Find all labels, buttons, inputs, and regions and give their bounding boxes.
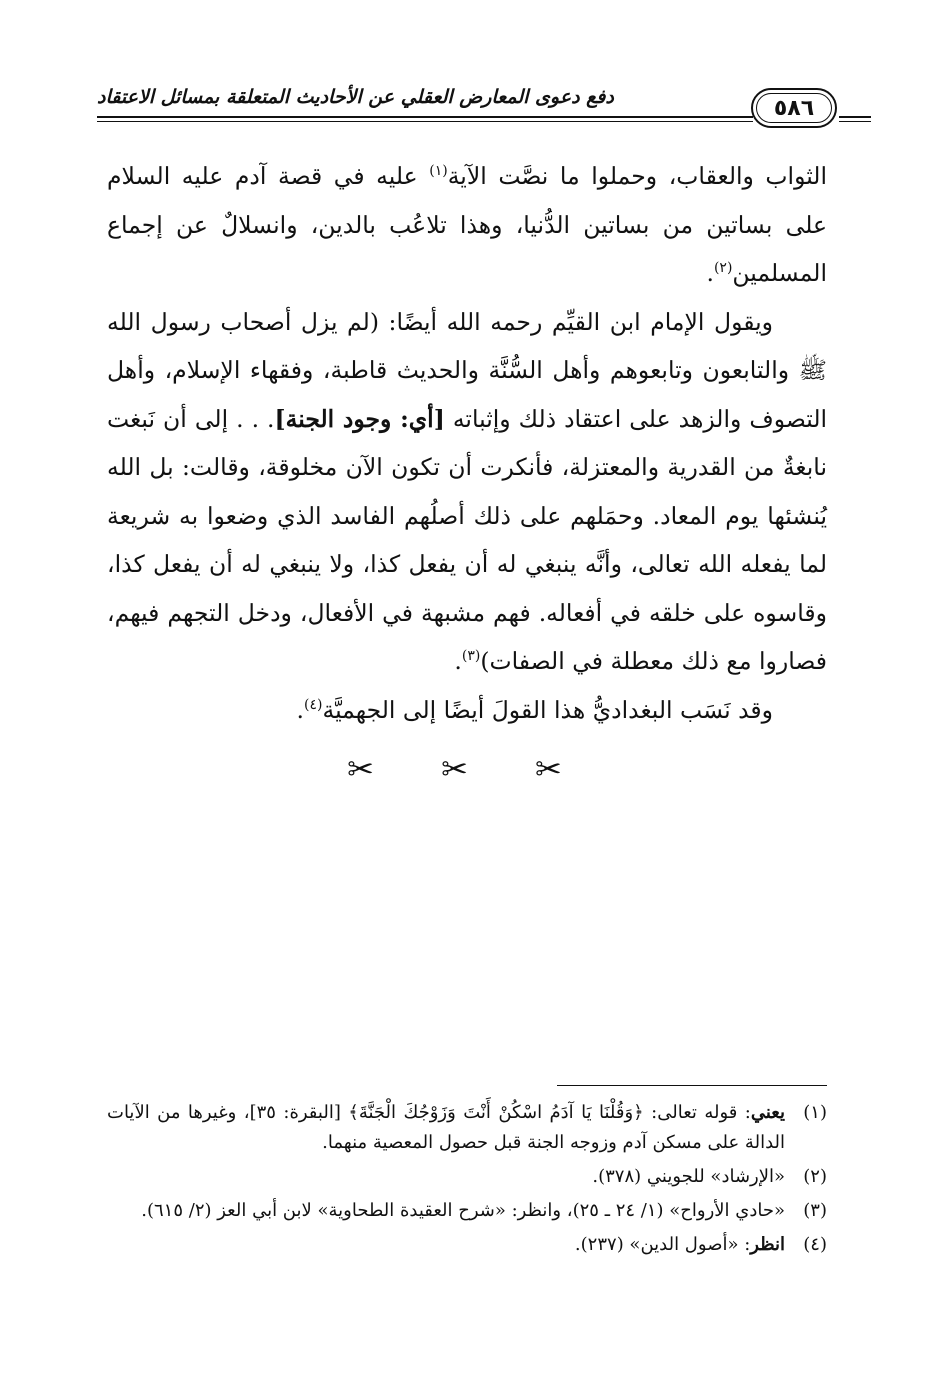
footnote-1 — [107, 1098, 827, 1158]
header-rule-right — [839, 116, 871, 118]
paragraph-1-text-a: الثواب والعقاب، وحملوا ما نصَّت الآية — [447, 162, 827, 190]
footnote-body: : «أصول الدين» (٢٣٧). — [574, 1234, 751, 1255]
paragraph-1-end: . — [706, 259, 714, 287]
page-number-frame — [751, 88, 837, 128]
footnote-body: : قوله تعالى: ﴿وَقُلْنَا يَا آدَمُ اسْكُنْ أَنْتَ وَزَوْجُكَ الْجَنَّةَ﴾ [البقرة: ٣٥]، وغيرها من الآيات الدالة على مسكن آدم وزوجه الجنة قبل حصول المعصية منهما. — [107, 1102, 785, 1153]
running-header — [77, 86, 867, 136]
paragraph-2 — [107, 298, 827, 686]
main-text — [107, 152, 827, 734]
footnote-ref-1[interactable]: (١) — [429, 163, 448, 180]
page-number: ٥٨٦ — [773, 95, 815, 121]
footnote-number: (٤) — [803, 1234, 827, 1255]
footnote-text — [107, 1230, 785, 1260]
footnote-rule — [557, 1085, 827, 1086]
footnote-ref-2[interactable]: (٢) — [713, 260, 733, 277]
footnote-4 — [107, 1230, 827, 1260]
footnote-lead: يعني — [750, 1102, 785, 1123]
footnote-number: (١) — [803, 1102, 827, 1123]
footnote-text — [107, 1196, 785, 1226]
footnote-2 — [107, 1162, 827, 1192]
paragraph-3 — [107, 686, 827, 735]
running-title: دفع دعوى المعارض العقلي عن الأحاديث المتعلقة بمسائل الاعتقاد — [97, 86, 614, 108]
footnote-ref-3[interactable]: (٣) — [461, 648, 481, 665]
section-ornament: ✂ ✂ ✂ — [347, 750, 590, 788]
paragraph-2-end: . — [454, 647, 462, 675]
footnote-ref-4[interactable]: (٤) — [304, 696, 323, 713]
paragraph-2-text-b: . . . إلى أن نَبغت نابغةٌ من القدرية والمعتزلة، فأنكرت أن تكون الآن مخلوقة، وقالت: بل الله يُنشئها يوم المعاد. وحمَلهم على ذلك أصلُهم الفاسد الذي وضعوا به شريعة لما يفعله الله تعالى، وأنَّه ينبغي له أن يفعل كذا، ولا ينبغي له أن يفعل كذا، وقاسوه على خلقه في أفعاله. فهم مشبهة في الأفعال، ودخل التجهم فيهم، فصاروا مع ذلك معطلة في الصفات) — [107, 404, 827, 675]
paragraph-2-text-a: ويقول الإمام ابن القيِّم رحمه الله أيضًا: (لم يزل أصحاب رسول الله ﷺ والتابعون وتابعوهم وأهل السُّنَّة والحديث قاطبة، وفقهاء الإسلام، وأهل التصوف والزهد على اعتقاد ذلك وإثباته — [107, 307, 828, 433]
footnotes — [107, 1098, 827, 1264]
paragraph-1 — [107, 152, 827, 298]
header-rule-thin — [97, 121, 753, 122]
footnote-text — [107, 1162, 785, 1192]
footnote-number: (٣) — [803, 1200, 827, 1221]
footnote-text — [107, 1098, 785, 1158]
footnote-lead: انظر — [750, 1234, 785, 1255]
paragraph-1-text-b: عليه في قصة آدم عليه السلام على بساتين من بساتين الدُّنيا، وهذا تلاعُب بالدين، وانسلالٌ عن إجماع المسلمين — [107, 162, 827, 287]
header-rule-right-thin — [839, 121, 871, 122]
editor-bracket-note: [أي: وجود الجنة] — [274, 404, 445, 433]
paragraph-3-end: . — [296, 695, 304, 724]
paragraph-3-text-a: وقد نَسَب البغداديُّ هذا القولَ أيضًا إلى الجهميَّة — [322, 695, 773, 724]
footnote-body: «الإرشاد» للجويني (٣٧٨). — [592, 1166, 785, 1187]
footnote-3 — [107, 1196, 827, 1226]
header-rule — [97, 116, 753, 118]
footnote-number: (٢) — [803, 1166, 827, 1187]
footnote-body: «حادي الأرواح» (١/ ٢٤ ـ ٢٥)، وانظر: «شرح العقيدة الطحاوية» لابن أبي العز (٢/ ٦١٥). — [141, 1200, 785, 1221]
